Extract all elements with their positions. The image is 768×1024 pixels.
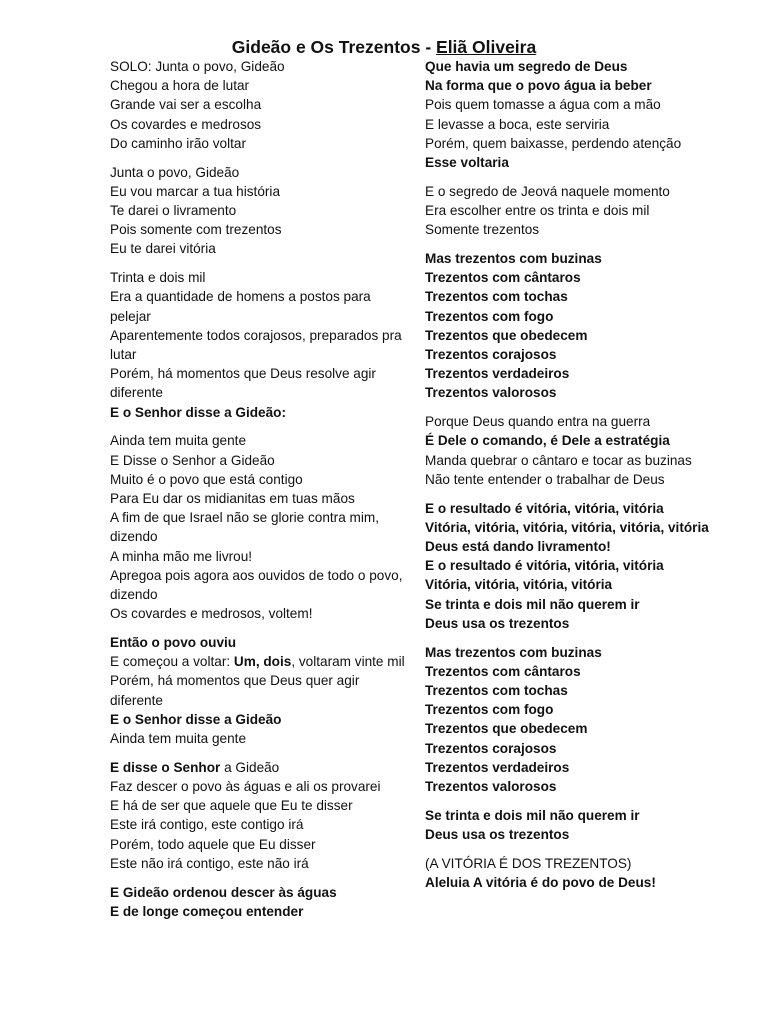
lyrics-stanza	[425, 499, 725, 633]
lyric-line	[425, 307, 725, 326]
lyric-text: Porque Deus quando entra na guerra	[425, 414, 651, 430]
lyric-text: Trezentos valorosos	[425, 779, 557, 795]
lyric-text: Se trinta e dois mil não querem ir	[425, 596, 640, 612]
lyric-text: Trezentos com cântaros	[425, 270, 581, 286]
lyric-text: Eu te darei vitória	[110, 241, 216, 257]
lyric-line	[425, 201, 725, 220]
lyric-text: E o resultado é vitória, vitória, vitória	[425, 500, 664, 516]
lyric-line	[110, 835, 410, 854]
lyrics-stanza	[110, 57, 410, 153]
lyric-text: Pois somente com trezentos	[110, 222, 282, 238]
lyric-text: Este não irá contigo, este não irá	[110, 855, 309, 871]
lyric-line	[425, 345, 725, 364]
lyric-line	[110, 95, 410, 114]
lyric-text: a Gideão	[220, 759, 280, 775]
lyric-text: Trezentos corajosos	[425, 740, 557, 756]
lyric-text: E há de ser que aquele que Eu te disser	[110, 798, 353, 814]
lyric-text: Trezentos corajosos	[425, 347, 557, 363]
lyrics-stanza	[425, 412, 725, 489]
lyric-text: Aparentemente todos corajosos, preparados pra lutar	[110, 327, 402, 363]
lyric-text: Trinta e dois mil	[110, 270, 206, 286]
lyric-line	[425, 700, 725, 719]
lyric-line	[425, 806, 725, 825]
lyric-text: Na forma que o povo água ia beber	[425, 78, 652, 94]
lyric-text: Não tente entender o trabalhar de Deus	[425, 471, 665, 487]
lyric-line	[425, 739, 725, 758]
lyric-line	[425, 595, 725, 614]
lyrics-stanza	[425, 643, 725, 797]
lyric-line	[425, 575, 725, 594]
lyric-text: Chegou a hora de lutar	[110, 78, 250, 94]
lyrics-left-column	[110, 57, 410, 931]
lyric-text: Vitória, vitória, vitória, vitória	[425, 577, 613, 593]
lyric-line	[110, 796, 410, 815]
lyrics-stanza	[425, 854, 725, 892]
lyric-text: Deus está dando livramento!	[425, 539, 611, 555]
lyric-line	[425, 470, 725, 489]
lyrics-stanza	[425, 182, 725, 240]
lyric-line	[110, 777, 410, 796]
lyric-text: Ainda tem muita gente	[110, 433, 247, 449]
lyrics-stanza	[110, 163, 410, 259]
lyric-text: Porém, há momentos que Deus quer agir diferente	[110, 673, 360, 708]
lyric-text: Trezentos com fogo	[425, 702, 554, 718]
lyric-line	[110, 710, 410, 729]
lyric-line	[425, 383, 725, 402]
lyric-line	[110, 633, 410, 652]
lyric-line	[110, 604, 410, 623]
lyric-line	[110, 134, 410, 153]
lyric-text: Deus usa os trezentos	[425, 615, 570, 631]
lyric-line	[110, 163, 410, 182]
song-title-main: Gideão e Os Trezentos -	[231, 37, 437, 57]
lyric-line	[425, 249, 725, 268]
lyric-text: Ainda tem muita gente	[110, 731, 247, 747]
lyric-line	[425, 825, 725, 844]
lyric-line	[425, 134, 725, 153]
lyric-line	[425, 412, 725, 431]
lyric-line	[110, 451, 410, 470]
lyric-text: Deus usa os trezentos	[425, 827, 570, 843]
lyric-text: Do caminho irão voltar	[110, 135, 246, 151]
lyric-text: Te darei o livramento	[110, 203, 237, 219]
lyric-line	[110, 729, 410, 748]
lyric-text: Grande vai ser a escolha	[110, 97, 262, 113]
lyric-text: Era escolher entre os trinta e dois mil	[425, 203, 650, 219]
lyric-line	[110, 115, 410, 134]
lyric-text: E começou a voltar:	[110, 654, 234, 670]
lyric-text: Trezentos com tochas	[425, 683, 568, 699]
lyric-text: E de longe começou entender	[110, 903, 304, 919]
lyric-text: Porém, quem baixasse, perdendo atenção	[425, 135, 682, 151]
lyric-text: Porém, há momentos que Deus resolve agir diferente	[110, 366, 376, 401]
song-title	[0, 36, 768, 58]
lyric-line	[110, 547, 410, 566]
lyric-text: Apregoa pois agora aos ouvidos de todo o povo, dizendo	[110, 567, 403, 603]
lyric-text: Se trinta e dois mil não querem ir	[425, 807, 640, 823]
lyric-line	[110, 220, 410, 239]
lyric-line	[425, 681, 725, 700]
lyric-line	[425, 614, 725, 633]
lyric-text: E o resultado é vitória, vitória, vitória	[425, 558, 664, 574]
lyric-text: Pois quem tomasse a água com a mão	[425, 97, 661, 113]
lyric-text: Os covardes e medrosos, voltem!	[110, 606, 313, 622]
lyric-text: Trezentos que obedecem	[425, 721, 588, 737]
lyric-line	[425, 719, 725, 738]
lyric-line	[425, 758, 725, 777]
lyric-line	[110, 508, 410, 546]
lyric-line	[110, 57, 410, 76]
lyric-line	[425, 451, 725, 470]
lyric-line	[425, 662, 725, 681]
lyric-text: Aleluia A vitória é do povo de Deus!	[425, 875, 656, 891]
lyric-line	[425, 518, 725, 537]
lyric-text: É Dele o comando, é Dele a estratégia	[425, 433, 670, 449]
lyric-text: Porém, todo aquele que Eu disser	[110, 836, 316, 852]
lyric-text: Trezentos valorosos	[425, 385, 557, 401]
lyric-line	[425, 57, 725, 76]
lyric-line	[110, 652, 410, 671]
lyrics-stanza	[110, 431, 410, 623]
lyrics-stanza	[110, 758, 410, 873]
lyric-text: A fim de que Israel não se glorie contra mim, dizendo	[110, 510, 379, 545]
lyric-text: Eu vou marcar a tua história	[110, 183, 281, 199]
lyric-line	[110, 566, 410, 604]
lyric-text: E o Senhor disse a Gideão:	[110, 404, 287, 420]
lyric-line	[425, 499, 725, 518]
lyric-line	[110, 364, 410, 402]
lyric-line	[425, 431, 725, 450]
lyric-line	[425, 115, 725, 134]
lyric-text: E o segredo de Jeová naquele momento	[425, 183, 670, 199]
lyric-line	[110, 287, 410, 325]
lyrics-stanza	[110, 883, 410, 921]
lyric-line	[425, 643, 725, 662]
lyric-line	[110, 902, 410, 921]
lyric-line	[425, 287, 725, 306]
lyric-text: Faz descer o povo às águas e ali os provarei	[110, 779, 381, 795]
lyric-text: E disse o Senhor	[110, 759, 221, 775]
lyric-text: (A VITÓRIA É DOS TREZENTOS)	[425, 855, 632, 871]
lyrics-right-column	[425, 57, 725, 902]
lyric-line	[110, 239, 410, 258]
lyric-text: Junta o povo, Gideão	[110, 164, 240, 180]
lyric-text: Trezentos que obedecem	[425, 327, 588, 343]
lyric-text: Trezentos com cântaros	[425, 663, 581, 679]
lyrics-stanza	[110, 633, 410, 748]
lyric-text: Um, dois	[233, 654, 292, 670]
lyric-line	[425, 76, 725, 95]
lyrics-stanza	[425, 57, 725, 172]
lyric-line	[110, 470, 410, 489]
lyric-line	[425, 153, 725, 172]
lyric-text: Manda quebrar o cântaro e tocar as buzinas	[425, 452, 692, 468]
lyric-line	[110, 182, 410, 201]
lyric-text: Vitória, vitória, vitória, vitória, vitória, vitória	[425, 519, 709, 535]
lyric-line	[425, 326, 725, 345]
lyric-text: Mas trezentos com buzinas	[425, 251, 602, 267]
lyric-line	[425, 220, 725, 239]
lyric-text: Que havia um segredo de Deus	[425, 59, 628, 74]
lyric-line	[425, 556, 725, 575]
lyric-line	[110, 758, 410, 777]
lyric-text: Trezentos verdadeiros	[425, 366, 570, 382]
lyric-text: Os covardes e medrosos	[110, 116, 262, 132]
lyric-line	[425, 364, 725, 383]
lyric-line	[110, 268, 410, 287]
lyric-text: , voltaram vinte mil	[291, 654, 405, 670]
lyric-line	[110, 326, 410, 364]
lyric-text: E o Senhor disse a Gideão	[110, 711, 282, 727]
lyric-line	[110, 431, 410, 450]
lyric-line	[110, 403, 410, 422]
lyric-line	[110, 854, 410, 873]
lyric-text: Este irá contigo, este contigo irá	[110, 817, 304, 833]
lyric-text: Trezentos com tochas	[425, 289, 568, 305]
lyric-text: E Disse o Senhor a Gideão	[110, 452, 275, 468]
lyric-line	[425, 854, 725, 873]
lyric-line	[425, 268, 725, 287]
lyric-line	[425, 873, 725, 892]
lyric-text: E Gideão ordenou descer às águas	[110, 884, 337, 900]
lyrics-stanza	[425, 249, 725, 403]
lyric-text: Para Eu dar os midianitas em tuas mãos	[110, 491, 355, 507]
lyric-text: SOLO: Junta o povo, Gideão	[110, 59, 285, 74]
lyric-text: Muito é o povo que está contigo	[110, 471, 303, 487]
lyrics-stanza	[110, 268, 410, 422]
lyric-line	[110, 883, 410, 902]
artist-name: Eliã Oliveira	[436, 37, 537, 57]
lyric-line	[110, 201, 410, 220]
lyric-line	[110, 815, 410, 834]
lyric-text: Mas trezentos com buzinas	[425, 644, 602, 660]
lyric-text: Somente trezentos	[425, 222, 540, 238]
lyrics-stanza	[425, 806, 725, 844]
lyric-text: Trezentos com fogo	[425, 308, 554, 324]
lyric-line	[425, 537, 725, 556]
lyric-text: Então o povo ouviu	[110, 635, 237, 651]
lyric-line	[110, 671, 410, 709]
lyric-text: Esse voltaria	[425, 155, 509, 171]
lyric-line	[425, 777, 725, 796]
lyric-line	[425, 182, 725, 201]
lyric-text: A minha mão me livrou!	[110, 548, 253, 564]
lyric-line	[110, 489, 410, 508]
lyric-text: E levasse a boca, este serviria	[425, 116, 610, 132]
lyric-text: Trezentos verdadeiros	[425, 759, 570, 775]
lyric-line	[425, 95, 725, 114]
lyric-line	[110, 76, 410, 95]
lyric-text: Era a quantidade de homens a postos para pelejar	[110, 289, 371, 324]
